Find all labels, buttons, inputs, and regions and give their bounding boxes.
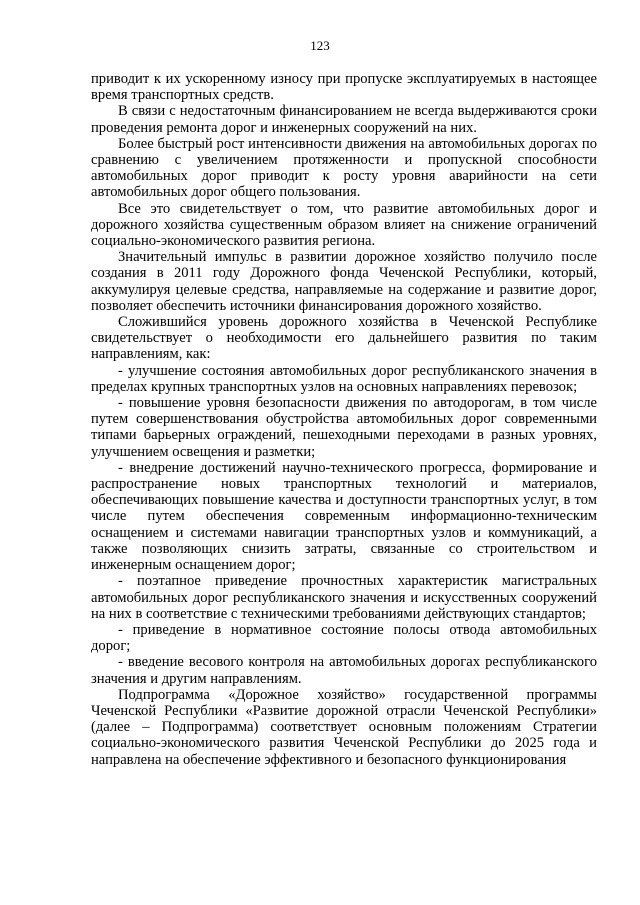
page-number: 123 <box>310 38 330 53</box>
paragraph-subprogram: Подпрограмма «Дорожное хозяйство» государственной программы Чеченской Республики «Развитие дорожной отрасли Чеченской Республики» (далее – Подпрограмма) соответствует основным положениям Стратегии социально-экономического развития Чеченской Республики до 2025 года и направлена на обеспечение эффективного и безопасного функционирования <box>91 686 597 768</box>
list-item-technical-progress: - внедрение достижений научно-технического прогресса, формирование и распространение новых транспортных технологий и материалов, обеспечивающих повышение качества и доступности транспортных услуг, в том числе путем обеспечения современным информационно-техническим оснащением и системами навигации транспортных узлов и коммуникаций, а также позволяющих снизить затраты, связанные со строительством и инженерным оснащением дорог; <box>91 459 597 574</box>
list-item-weight-control: - введение весового контроля на автомобильных дорогах республиканского значения и другим направлениям. <box>91 654 597 687</box>
paragraph-financing: В связи с недостаточным финансированием не всегда выдерживаются сроки проведения ремонта дорог и инженерных сооружений на них. <box>91 103 597 136</box>
list-item-strength-characteristics: - поэтапное приведение прочностных характеристик магистральных автомобильных дорог республиканского значения и искусственных сооружений на них в соответствие с техническими требованиями действующих стандартов; <box>91 573 597 622</box>
list-item-road-condition: - улучшение состояния автомобильных дорог республиканского значения в пределах крупных транспортных узлов на основных направлениях перевозок; <box>91 362 597 395</box>
list-item-traffic-safety: - повышение уровня безопасности движения по автодорогам, в том числе путем совершенствования обустройства автомобильных дорог современными типами барьерных ограждений, пешеходными переходами в разных уровнях, улучшением освещения и разметки; <box>91 395 597 460</box>
body-text <box>91 71 597 768</box>
paragraph-continuation: приводит к их ускоренному износу при пропуске эксплуатируемых в настоящее время транспортных средств. <box>91 71 597 104</box>
list-item-right-of-way: - приведение в нормативное состояние полосы отвода автомобильных дорог; <box>91 621 597 655</box>
paragraph-development-impact: Все это свидетельствует о том, что развитие автомобильных дорог и дорожного хозяйства существенным образом влияет на снижение ограничений социально-экономического развития региона. <box>91 200 597 250</box>
paragraph-traffic-growth: Более быстрый рост интенсивности движения на автомобильных дорогах по сравнению с увеличением протяженности и пропускной способности автомобильных дорог приводит к росту уровня аварийности на сети автомобильных дорог общего пользования. <box>91 135 597 201</box>
paragraph-road-fund: Значительный импульс в развитии дорожное хозяйство получило после создания в 2011 году Дорожного фонда Чеченской Республики, который, аккумулируя целевые средства, направляемые на содержание и развитие дорог, позволяет обеспечить источники финансирования дорожного хозяйство. <box>91 249 597 314</box>
paragraph-directions-intro: Сложившийся уровень дорожного хозяйства в Чеченской Республике свидетельствует о необходимости его дальнейшего развития по таким направлениям, как: <box>91 314 597 363</box>
